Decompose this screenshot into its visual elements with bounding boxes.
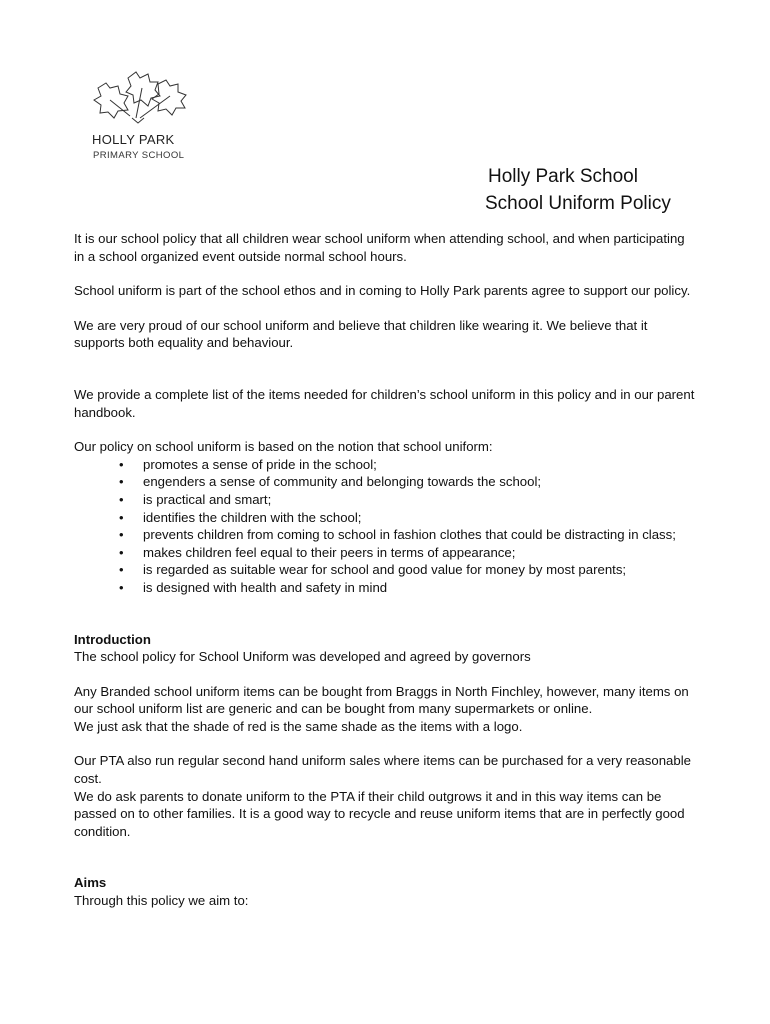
aims-heading: Aims [74, 875, 107, 891]
uniform-benefits-list [74, 456, 696, 597]
paragraph-ethos: School uniform is part of the school ethos and in coming to Holly Park parents agree to support our policy. [74, 283, 691, 299]
list-item: • promotes a sense of pride in the school; [74, 456, 696, 474]
paragraph-braggs: Any Branded school uniform items can be bought from Braggs in North Finchley, however, many items on our school uniform list are generic and can be bought from many supermarkets or online. [74, 683, 689, 717]
title-line-school: Holly Park School [488, 166, 638, 187]
logo-school-subtitle: PRIMARY SCHOOL [93, 150, 185, 161]
document-title [485, 163, 671, 217]
paragraph-donate: We do ask parents to donate uniform to the PTA if their child outgrows it and in this way items can be passed on to other families. It is a good way to recycle and reuse uniform items that are in perfectly good condition. [74, 788, 685, 839]
list-item: • prevents children from coming to school in fashion clothes that could be distracting in class; [74, 526, 696, 544]
list-item: • identifies the children with the school; [74, 509, 696, 527]
logo-school-name: HOLLY PARK [92, 132, 175, 147]
paragraph-red-shade: We just ask that the shade of red is the same shade as the items with a logo. [74, 718, 523, 734]
introduction-heading: Introduction [74, 631, 151, 647]
list-item: • is regarded as suitable wear for school and good value for money by most parents; [74, 561, 696, 579]
list-item: • is designed with health and safety in mind [74, 579, 696, 597]
paragraph-pride: We are very proud of our school uniform and believe that children like wearing it. We believe that it supports both equality and behaviour. [74, 317, 648, 351]
paragraph-notion: Our policy on school uniform is based on the notion that school uniform: [74, 439, 493, 455]
paragraph-governors: The school policy for School Uniform was developed and agreed by governors [74, 649, 531, 665]
document-body [74, 230, 696, 910]
paragraph-pta-sales: Our PTA also run regular second hand uniform sales where items can be purchased for a very reasonable cost. [74, 753, 691, 787]
holly-leaves-icon [88, 68, 198, 132]
list-item: • engenders a sense of community and belonging towards the school; [74, 473, 696, 491]
paragraph-aims: Through this policy we aim to: [74, 893, 249, 909]
school-logo [88, 68, 198, 168]
list-item: • makes children feel equal to their peers in terms of appearance; [74, 544, 696, 562]
paragraph-policy-statement: It is our school policy that all children wear school uniform when attending school, and when participating in a school organized event outside normal school hours. [74, 231, 685, 264]
list-item: • is practical and smart; [74, 491, 696, 509]
paragraph-item-list: We provide a complete list of the items needed for children’s school uniform in this policy and in our parent handbook. [74, 386, 695, 420]
title-line-policy: School Uniform Policy [485, 193, 671, 214]
